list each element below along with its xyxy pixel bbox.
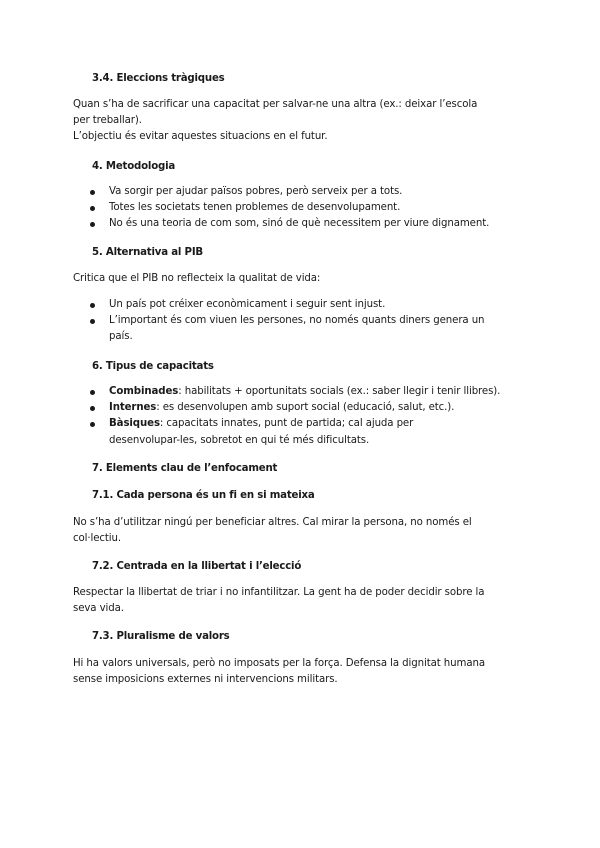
list-item: Totes les societats tenen problemes de desenvolupament. [73, 200, 523, 216]
text-line: Hi ha valors universals, però no imposats per la força. Defensa la dignitat humana [73, 658, 485, 669]
list-item: Un país pot créixer econòmicament i seguir sent injust. [73, 297, 523, 313]
paragraph-7-1 [73, 515, 523, 547]
bullet-icon [90, 390, 95, 395]
text-line: L’objectiu és evitar aquestes situacions en el futur. [73, 131, 328, 143]
text-line: col·lectiu. [73, 533, 122, 545]
heading-7: 7. Elements clau de l’enfocament [92, 463, 278, 474]
list-item: L’important és com viuen les persones, no només quants diners genera un país. [73, 313, 523, 345]
text-line: sense imposicions externes ni intervencions militars. [73, 674, 338, 686]
heading-4: 4. Metodologia [92, 161, 176, 172]
paragraph-7-2 [73, 585, 523, 617]
bullet-icon [90, 422, 95, 427]
list-item: Bàsiques: capacitats innates, punt de partida; cal ajuda per desenvolupar-les, sobretot en qui té més dificultats. [73, 416, 523, 448]
bullet-list-5 [73, 297, 523, 346]
list-item: Combinades: habilitats + oportunitats socials (ex.: saber llegir i tenir llibres). [73, 384, 523, 400]
text-line: Critica que el PIB no reflecteix la qualitat de vida: [73, 273, 321, 284]
text-line: seva vida. [73, 603, 124, 615]
paragraph-5 [73, 271, 523, 287]
text-line: Quan s’ha de sacrificar una capacitat per salvar-ne una altra (ex.: deixar l’escola [73, 99, 478, 110]
heading-3-4: 3.4. Eleccions tràgiques [92, 73, 225, 84]
bullet-icon [90, 222, 95, 227]
text-line: Respectar la llibertat de triar i no infantilitzar. La gent ha de poder decidir sobre la [73, 587, 485, 598]
heading-6: 6. Tipus de capacitats [92, 361, 214, 372]
bullet-list-4 [73, 184, 523, 233]
term-combinades: Combinades [109, 386, 179, 397]
bullet-icon [90, 303, 95, 308]
bullet-icon [90, 406, 95, 411]
paragraph-3-4 [73, 97, 523, 146]
list-item: No és una teoria de com som, sinó de què necessitem per viure dignament. [73, 216, 523, 232]
list-item: Internes: es desenvolupen amb suport social (educació, salut, etc.). [73, 400, 523, 416]
heading-7-2: 7.2. Centrada en la llibertat i l’elecció [92, 561, 302, 572]
bullet-list-6 [73, 384, 523, 449]
heading-5: 5. Alternativa al PIB [92, 247, 203, 258]
list-item: Va sorgir per ajudar països pobres, però serveix per a tots. [73, 184, 523, 200]
heading-7-3: 7.3. Pluralisme de valors [92, 631, 230, 642]
bullet-icon [90, 190, 95, 195]
term-internes: Internes [109, 402, 157, 414]
term-basiques: Bàsiques [109, 418, 160, 430]
text-line: per treballar). [73, 115, 142, 127]
bullet-icon [90, 319, 95, 324]
heading-7-1: 7.1. Cada persona és un fi en si mateixa [92, 490, 315, 501]
paragraph-7-3 [73, 656, 523, 688]
bullet-icon [90, 206, 95, 211]
text-line: No s’ha d’utilitzar ningú per beneficiar altres. Cal mirar la persona, no només el [73, 517, 472, 528]
